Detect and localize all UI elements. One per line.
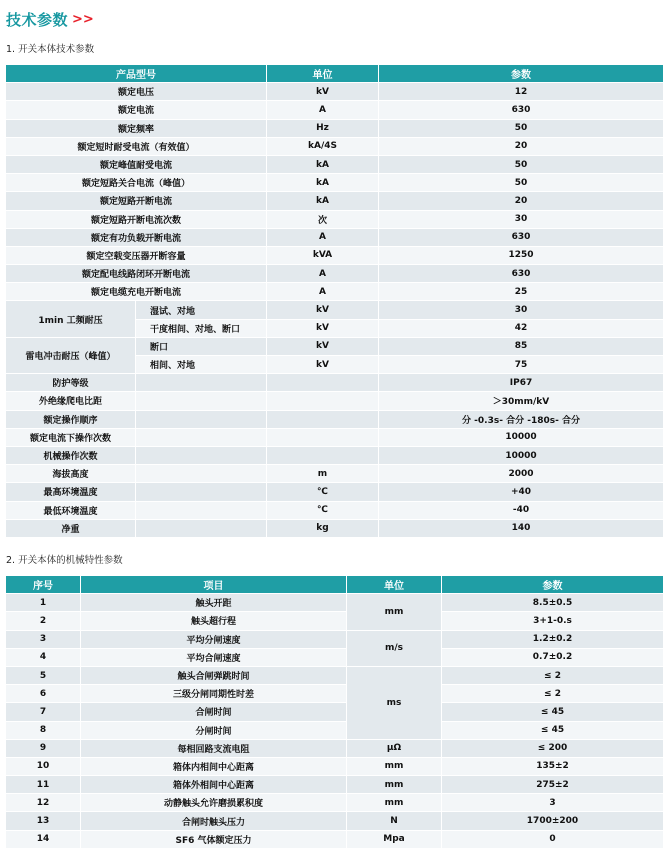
row-value: 30: [379, 210, 664, 228]
row-name: 额定短路关合电流（峰值）: [6, 174, 267, 192]
row-item: 触头超行程: [81, 612, 347, 630]
table-row: [6, 812, 664, 830]
row-name: 外绝缘爬电比距: [6, 392, 136, 410]
section-heading: [6, 8, 94, 30]
group-lightning-impulse: 雷电冲击耐压（峰值）: [6, 337, 136, 373]
row-item: 触头合闸弹跳时间: [81, 666, 347, 684]
row-sub: 湿试、对地: [136, 301, 267, 319]
row-unit: ℃: [267, 483, 379, 501]
row-item: 动静触头允许磨损累积度: [81, 794, 347, 812]
row-name: 额定空载变压器开断容量: [6, 246, 267, 264]
row-value: 1250: [379, 246, 664, 264]
row-value: ≤ 2: [442, 685, 664, 703]
row-unit: [267, 410, 379, 428]
table-row: [6, 612, 664, 630]
table-row: [6, 483, 664, 501]
section1-label: 1. 开关本体技术参数: [6, 44, 95, 55]
row-sub: [136, 410, 267, 428]
header-value: 参数: [442, 576, 664, 594]
table-row: [6, 703, 664, 721]
header-item: 项目: [81, 576, 347, 594]
table-row: [6, 630, 664, 648]
table-row: [6, 119, 664, 137]
header-unit: 单位: [267, 65, 379, 83]
row-no: 3: [6, 630, 81, 648]
row-value: 10000: [379, 428, 664, 446]
row-no: 9: [6, 739, 81, 757]
row-name: 额定电流: [6, 101, 267, 119]
row-value: 275±2: [442, 776, 664, 794]
row-no: 8: [6, 721, 81, 739]
row-no: 13: [6, 812, 81, 830]
table-row: [6, 757, 664, 775]
table-row: [6, 666, 664, 684]
header-unit: 单位: [347, 576, 442, 594]
row-sub: 断口: [136, 337, 267, 355]
row-name: 最高环境温度: [6, 483, 136, 501]
row-unit: kA/4S: [267, 137, 379, 155]
row-no: 10: [6, 757, 81, 775]
row-value: 分 -0.3s- 合分 -180s- 合分: [379, 410, 664, 428]
row-unit: kV: [267, 337, 379, 355]
row-value: 3+1-0.s: [442, 612, 664, 630]
row-name: 额定峰值耐受电流: [6, 155, 267, 173]
table-row: [6, 410, 664, 428]
table-row: [6, 685, 664, 703]
table-row: [6, 155, 664, 173]
row-name: 机械操作次数: [6, 446, 136, 464]
row-value: 50: [379, 174, 664, 192]
row-sub: [136, 392, 267, 410]
row-unit: m/s: [347, 630, 442, 666]
row-item: 分闸时间: [81, 721, 347, 739]
row-name: 额定短路开断电流次数: [6, 210, 267, 228]
table-row: [6, 228, 664, 246]
table-row: [6, 465, 664, 483]
row-value: ≤ 2: [442, 666, 664, 684]
row-value: -40: [379, 501, 664, 519]
row-value: IP67: [379, 374, 664, 392]
table-row: [6, 648, 664, 666]
table-row: [6, 337, 664, 355]
row-value: 85: [379, 337, 664, 355]
row-value: ＞30mm/kV: [379, 392, 664, 410]
technical-parameters-table: [5, 64, 664, 538]
row-unit: kV: [267, 356, 379, 374]
row-sub: [136, 519, 267, 537]
table-row: [6, 446, 664, 464]
row-unit: ℃: [267, 501, 379, 519]
row-no: 12: [6, 794, 81, 812]
row-unit: kA: [267, 174, 379, 192]
row-unit: kVA: [267, 246, 379, 264]
row-name: 额定操作顺序: [6, 410, 136, 428]
row-item: 每相回路支流电阻: [81, 739, 347, 757]
row-value: 630: [379, 265, 664, 283]
table-row: [6, 428, 664, 446]
row-no: 6: [6, 685, 81, 703]
row-sub: [136, 483, 267, 501]
table-row: [6, 392, 664, 410]
row-value: 30: [379, 301, 664, 319]
row-sub: [136, 428, 267, 446]
header-model: 产品型号: [6, 65, 267, 83]
header-value: 参数: [379, 65, 664, 83]
row-unit: kV: [267, 301, 379, 319]
section2-label: 2. 开关本体的机械特性参数: [6, 555, 123, 566]
row-unit: A: [267, 228, 379, 246]
table-header-row: [6, 576, 664, 594]
row-name: 最低环境温度: [6, 501, 136, 519]
row-value: 8.5±0.5: [442, 594, 664, 612]
row-unit: kA: [267, 192, 379, 210]
table-row: [6, 210, 664, 228]
row-unit: kV: [267, 83, 379, 101]
row-sub: 相间、对地: [136, 356, 267, 374]
row-item: 三级分闸同期性时差: [81, 685, 347, 703]
row-sub: [136, 446, 267, 464]
table-row: [6, 501, 664, 519]
header-no: 序号: [6, 576, 81, 594]
row-item: 合闸时触头压力: [81, 812, 347, 830]
table-row: [6, 192, 664, 210]
row-value: 50: [379, 119, 664, 137]
row-name: 额定频率: [6, 119, 267, 137]
row-value: 0: [442, 830, 664, 848]
row-unit: 次: [267, 210, 379, 228]
table-row: [6, 83, 664, 101]
table-row: [6, 739, 664, 757]
row-no: 14: [6, 830, 81, 848]
row-value: 12: [379, 83, 664, 101]
row-name: 额定电压: [6, 83, 267, 101]
row-value: 3: [442, 794, 664, 812]
row-unit: Mpa: [347, 830, 442, 848]
row-no: 2: [6, 612, 81, 630]
row-name: 额定短路开断电流: [6, 192, 267, 210]
row-value: 25: [379, 283, 664, 301]
row-sub: [136, 501, 267, 519]
row-unit: [267, 428, 379, 446]
row-unit: N: [347, 812, 442, 830]
row-item: SF6 气体额定压力: [81, 830, 347, 848]
table-row: [6, 374, 664, 392]
table-row: [6, 594, 664, 612]
row-unit: mm: [347, 794, 442, 812]
row-name: 额定电缆充电开断电流: [6, 283, 267, 301]
row-value: ≤ 200: [442, 739, 664, 757]
row-name: 额定有功负载开断电流: [6, 228, 267, 246]
row-no: 11: [6, 776, 81, 794]
row-name: 海拔高度: [6, 465, 136, 483]
table-row: [6, 174, 664, 192]
row-value: 1.2±0.2: [442, 630, 664, 648]
row-value: +40: [379, 483, 664, 501]
row-value: 135±2: [442, 757, 664, 775]
row-item: 合闸时间: [81, 703, 347, 721]
table-row: [6, 794, 664, 812]
row-unit: kA: [267, 155, 379, 173]
table-row: [6, 830, 664, 848]
row-name: 净重: [6, 519, 136, 537]
row-name: 额定短时耐受电流（有效值）: [6, 137, 267, 155]
row-item: 平均合闸速度: [81, 648, 347, 666]
row-unit: A: [267, 265, 379, 283]
row-name: 额定配电线路闭环开断电流: [6, 265, 267, 283]
row-unit: Hz: [267, 119, 379, 137]
row-value: 0.7±0.2: [442, 648, 664, 666]
table-row: [6, 246, 664, 264]
table-row: [6, 721, 664, 739]
row-unit: [267, 374, 379, 392]
row-value: 2000: [379, 465, 664, 483]
row-sub: [136, 374, 267, 392]
table-row: [6, 519, 664, 537]
row-unit: kg: [267, 519, 379, 537]
row-no: 1: [6, 594, 81, 612]
table-row: [6, 283, 664, 301]
row-item: 箱体外相间中心距离: [81, 776, 347, 794]
row-sub: 干度相间、对地、断口: [136, 319, 267, 337]
row-value: ≤ 45: [442, 721, 664, 739]
row-value: 75: [379, 356, 664, 374]
row-unit: μΩ: [347, 739, 442, 757]
table-header-row: [6, 65, 664, 83]
row-no: 4: [6, 648, 81, 666]
row-unit: A: [267, 101, 379, 119]
row-sub: [136, 465, 267, 483]
page-title: 技术参数: [6, 10, 69, 29]
row-item: 触头开距: [81, 594, 347, 612]
row-unit: mm: [347, 594, 442, 630]
row-value: 50: [379, 155, 664, 173]
row-name: 防护等级: [6, 374, 136, 392]
row-item: 平均分闸速度: [81, 630, 347, 648]
row-unit: ms: [347, 666, 442, 739]
row-unit: m: [267, 465, 379, 483]
row-item: 箱体内相间中心距离: [81, 757, 347, 775]
table-row: [6, 265, 664, 283]
row-no: 7: [6, 703, 81, 721]
double-chevron-icon: >>: [72, 11, 94, 27]
row-value: 630: [379, 101, 664, 119]
row-value: 630: [379, 228, 664, 246]
row-unit: mm: [347, 776, 442, 794]
row-value: 140: [379, 519, 664, 537]
table-row: [6, 101, 664, 119]
row-value: 20: [379, 192, 664, 210]
group-power-frequency: 1min 工频耐压: [6, 301, 136, 337]
row-unit: [267, 446, 379, 464]
row-value: 20: [379, 137, 664, 155]
mechanical-characteristics-table: [5, 575, 664, 849]
row-value: 1700±200: [442, 812, 664, 830]
table-row: [6, 137, 664, 155]
row-no: 5: [6, 666, 81, 684]
row-value: 42: [379, 319, 664, 337]
table-row: [6, 301, 664, 319]
row-value: ≤ 45: [442, 703, 664, 721]
row-unit: mm: [347, 757, 442, 775]
table-row: [6, 776, 664, 794]
row-value: 10000: [379, 446, 664, 464]
row-name: 额定电流下操作次数: [6, 428, 136, 446]
row-unit: [267, 392, 379, 410]
row-unit: A: [267, 283, 379, 301]
row-unit: kV: [267, 319, 379, 337]
